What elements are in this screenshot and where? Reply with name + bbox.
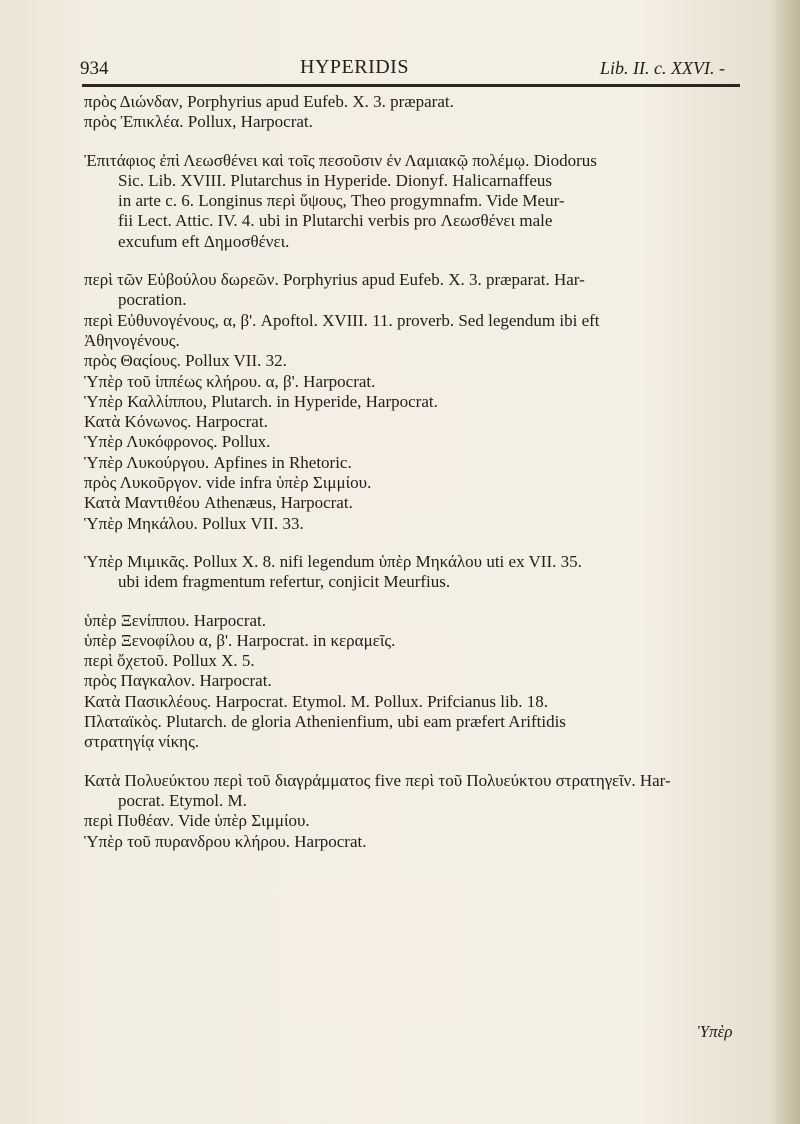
text-line: Ὑπὲρ Λυκούργου. Apfines in Rhetoric. xyxy=(84,452,352,472)
text-line: ὑπὲρ Ξενοφίλου α, β'. Harpocrat. in κεραμεῖς. xyxy=(84,630,396,650)
text-line: Κατὰ Κόνωνος. Harpocrat. xyxy=(84,412,268,432)
text-line: πρὸς Διώνδαν, Porphyrius apud Eufeb. X. 3. præparat. xyxy=(84,92,454,111)
text-line: fii Lect. Attic. IV. 4. ubi in Plutarchi verbis pro Λεωσθένει male xyxy=(118,211,553,231)
text-line: Ὑπὲρ Καλλίππου, Plutarch. in Hyperide, Harpocrat. xyxy=(84,391,438,411)
text-line: Ὑπὲρ Μιμικᾶς. Pollux X. 8. nifi legendum ὑπὲρ Μηκάλου uti ex VII. 35. xyxy=(84,551,582,571)
entry xyxy=(84,611,748,753)
text-line: πρὸς Λυκοῦργον. vide infra ὑπὲρ Σιμμίου. xyxy=(84,473,372,493)
text-line: in arte c. 6. Longinus περὶ ὕψους, Theo progymnafm. Vide Meur- xyxy=(118,191,565,211)
text-line: στρατηγίᾳ νίκης. xyxy=(84,732,200,752)
entry xyxy=(84,151,748,252)
running-title: HYPERIDIS xyxy=(300,56,409,78)
text-line: Κατὰ Μαντιθέου Athenæus, Harpocrat. xyxy=(84,493,353,513)
text-line: Πλαταϊκὸς. Plutarch. de gloria Athenienfium, ubi eam præfert Ariftidis xyxy=(84,712,566,732)
text-line: πρὸς Ἐπικλέα. Pollux, Harpocrat. xyxy=(84,112,313,132)
running-head xyxy=(80,56,740,82)
entry xyxy=(84,771,748,852)
text-line: περὶ Εὐθυνογένους, α, β'. Apoftol. XVIII. 11. proverb. Sed legendum ibi eft xyxy=(84,310,600,330)
text-line: Κατὰ Πολυεύκτου περὶ τοῦ διαγράμματος five περὶ τοῦ Πολυεύκτου στρατηγεῖν. Har- xyxy=(84,770,671,790)
text-line: περὶ τῶν Εὐβούλου δωρεῶν. Porphyrius apud Eufeb. X. 3. præparat. Har- xyxy=(84,270,585,290)
text-line: pocration. xyxy=(118,290,187,310)
text-line: περὶ ὄχετοῦ. Pollux X. 5. xyxy=(84,651,255,671)
page-number: 934 xyxy=(80,58,109,79)
header-rule xyxy=(82,84,740,87)
entry xyxy=(84,92,748,133)
text-line: Ὑπὲρ τοῦ πυρανδρου κλήρου. Harpocrat. xyxy=(84,831,367,851)
text-line: Ἐπιτάφιος ἐπὶ Λεωσθένει καὶ τοῖς πεσοῦσιν ἐν Λαμιακῷ πολέμῳ. Diodorus xyxy=(84,150,597,170)
text-line: πρὸς Παγκαλον. Harpocrat. xyxy=(84,671,272,691)
text-line: ὑπὲρ Ξενίππου. Harpocrat. xyxy=(84,610,266,630)
page-edge-shadow xyxy=(770,0,800,1124)
text-line: πρὸς Θαςίους. Pollux VII. 32. xyxy=(84,351,287,371)
text-line: περὶ Πυθέαν. Vide ὑπὲρ Σιμμίου. xyxy=(84,811,310,831)
running-reference: Lib. II. c. XXVI. - xyxy=(600,58,725,78)
text-line: Ὑπὲρ τοῦ ἱππέως κλήρου. α, β'. Harpocrat. xyxy=(84,371,376,391)
body-text xyxy=(84,92,748,852)
text-line: ubi idem fragmentum refertur, conjicit Meurfius. xyxy=(118,572,451,592)
text-line: Ὑπὲρ Λυκόφρονος. Pollux. xyxy=(84,432,271,452)
entry xyxy=(84,270,748,534)
catchword: Ὑπὲρ xyxy=(698,1022,733,1041)
entry xyxy=(84,552,748,593)
text-line: Κατὰ Πασικλέους. Harpocrat. Etymol. M. Pollux. Prifcianus lib. 18. xyxy=(84,691,548,711)
text-line: Ἀθηνογένους. xyxy=(84,330,180,350)
text-line: excufum eft Δημοσθένει. xyxy=(118,231,290,251)
text-line: pocrat. Etymol. M. xyxy=(118,790,247,810)
text-line: Ὑπὲρ Μηκάλου. Pollux VII. 33. xyxy=(84,513,304,533)
text-line: Sic. Lib. XVIII. Plutarchus in Hyperide. Dionyf. Halicarnaffeus xyxy=(118,170,553,190)
